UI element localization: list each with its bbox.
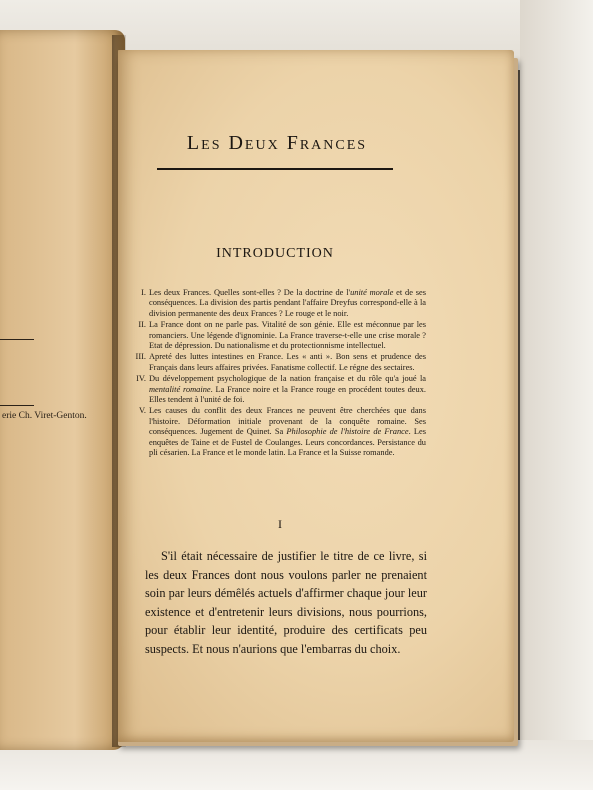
book-title: Les Deux Frances — [186, 132, 368, 154]
summary-item: V. Les causes du conflit des deux Frances ne peuvent être cherchées que dans l'histoire. Déformation initiale provenant de la conquête romaine. Ses conséquences. Jugement de Quinet. Sa Philosophie de l'histoire de France. Les enquêtes de Taine et de Fustel de Coulanges. Leurs concordances. Persistance du pli césarien. La France et le monde latin. La France et la Suisse romande. — [138, 406, 426, 458]
section-number: I — [278, 517, 282, 531]
left-page-imprint: erie Ch. Viret-Genton. — [2, 411, 87, 421]
body-paragraph: S'il était nécessaire de justifier le titre de ce livre, si les deux Frances dont nous voulons parler ne prenaient soin par leurs démêlés actuels d'affirmer chaque jour leur existence et d'entretenir leurs divisions, nous pourrions, pour établir leur identité, produire des certificats peu suspects. Et nous n'aurions que l'embarras du choix. — [145, 549, 427, 656]
summary-item: I. Les deux Frances. Quelles sont-elles ? De la doctrine de l'unité morale et de ses conséquences. La division des partis pendant l'affaire Dreyfus correspond-elle à la division permanente des deux Frances ? Le rouge et le noir. — [141, 288, 426, 318]
introduction-heading: INTRODUCTION — [216, 246, 334, 261]
summary-item: III. Apreté des luttes intestines en France. Les « anti ». Bon sens et prudence des Français dans leurs affaires privées. Fanatisme collectif. Le régne des sectaires. — [135, 352, 426, 372]
summary-item: II. La France dont on ne parle pas. Vitalité de son génie. Elle est méconnue par les romanciers. Une légende d'ignominie. La France traverse-t-elle une crise morale ? Etat de dépression. Du nationalisme et du protectionnisme intellectuel. — [138, 320, 426, 351]
left-page-rule-top — [0, 339, 34, 340]
left-page — [0, 30, 125, 750]
summary-item: IV. Du développement psychologique de la nation française et du rôle qu'a joué la mentalité romaine. La France noire et la France rouge en procédent toutes deux. Elles tendent à l'unité de foi. — [136, 374, 426, 405]
left-page-rule-bottom — [0, 405, 34, 406]
chapter-summary — [130, 288, 426, 460]
title-rule — [157, 168, 393, 170]
background-right — [520, 0, 593, 790]
